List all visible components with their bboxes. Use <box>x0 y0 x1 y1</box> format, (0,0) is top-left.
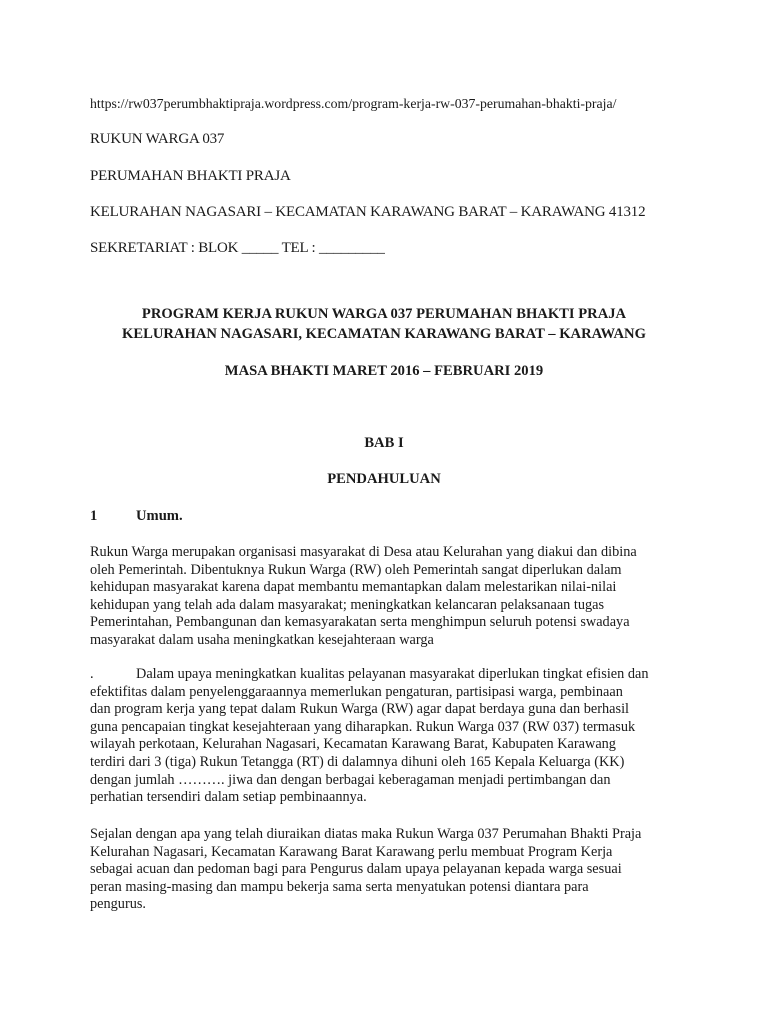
paragraph-line: masyarakat dalam usaha meningkatkan kesejahteraan warga <box>90 631 434 648</box>
paragraph-line: Sejalan dengan apa yang telah diuraikan diatas maka Rukun Warga 037 Perumahan Bhakti Praja <box>90 826 642 842</box>
housing-name: PERUMAHAN BHAKTI PRAJA <box>90 168 291 184</box>
secretariat-line: SEKRETARIAT : BLOK _____ TEL : _________ <box>90 240 385 256</box>
paragraph-line: perhatian tersendiri dalam setiap pembinaannya. <box>90 789 367 806</box>
title-line-1: PROGRAM KERJA RUKUN WARGA 037 PERUMAHAN BHAKTI PRAJA <box>141 306 627 322</box>
paragraph-1 <box>90 544 680 650</box>
paragraph-line: guna pencapaian tingkat kesejahteraan yang diharapkan. Rukun Warga 037 (RW 037) termasuk <box>90 718 636 735</box>
paragraph-line: dengan jumlah ………. jiwa dan dengan berbagai keberagaman menjadi pertimbangan dan <box>90 771 611 788</box>
paragraph-line: wilayah perkotaan, Kelurahan Nagasari, Kecamatan Karawang Barat, Kabupaten Karawang <box>90 736 616 753</box>
paragraph-line: oleh Pemerintah. Dibentuknya Rukun Warga (RW) oleh Pemerintah sangat diperlukan dalam <box>90 561 622 578</box>
org-name: RUKUN WARGA 037 <box>90 131 225 147</box>
chapter-title: PENDAHULUAN <box>327 471 441 487</box>
source-url[interactable]: https://rw037perumbhaktipraja.wordpress.com/program-kerja-rw-037-perumahan-bhakti-praja/ <box>90 96 617 111</box>
paragraph-line: pengurus. <box>90 896 146 913</box>
paragraph-line: Kelurahan Nagasari, Kecamatan Karawang Barat Karawang perlu membuat Program Kerja <box>90 843 613 860</box>
paragraph-line: kehidupan masyarakat karena dapat membantu memantapkan dalam melestarikan nilai-nilai <box>90 579 617 596</box>
paragraph-lead-mark: . <box>90 666 94 682</box>
title-line-2: KELURAHAN NAGASARI, KECAMATAN KARAWANG BARAT – KARAWANG <box>122 326 646 342</box>
paragraph-line: Dalam upaya meningkatkan kualitas pelayanan masyarakat diperlukan tingkat efisien dan <box>136 666 649 682</box>
paragraph-first-line <box>90 666 680 684</box>
period-line: MASA BHAKTI MARET 2016 – FEBRUARI 2019 <box>224 363 544 379</box>
paragraph-line: peran masing-masing dan mampu bekerja sama serta menyatukan potensi diantara para <box>90 878 589 895</box>
section-title: Umum. <box>136 508 183 524</box>
paragraph-line: sebagai acuan dan pedoman bagi para Pengurus dalam upaya pelayanan kepada warga sesuai <box>90 861 622 878</box>
paragraph-line: terdiri dari 3 (tiga) Rukun Tetangga (RT) di dalamnya dihuni oleh 165 Kepala Keluarga (KK) <box>90 753 625 770</box>
paragraph-line: kehidupan yang telah ada dalam masyarakat; meningkatkan kelancaran pelaksanaan tugas <box>90 596 605 613</box>
paragraph-line: Rukun Warga merupakan organisasi masyarakat di Desa atau Kelurahan yang diakui dan dibina <box>90 544 637 560</box>
paragraph-3 <box>90 826 680 914</box>
paragraph-line: dan program kerja yang tepat dalam Rukun Warga (RW) agar dapat berdaya guna dan berhasil <box>90 701 630 718</box>
paragraph-2 <box>90 666 680 807</box>
chapter-number: BAB I <box>364 435 404 451</box>
section-number: 1 <box>90 508 98 524</box>
paragraph-line: Pemerintahan, Pembangunan dan kemasyarakatan serta menghimpun seluruh potensi swadaya <box>90 614 630 631</box>
org-address: KELURAHAN NAGASARI – KECAMATAN KARAWANG BARAT – KARAWANG 41312 <box>90 204 646 220</box>
paragraph-line: efektifitas dalam penyelenggaraannya memerlukan pengaturan, partisipasi warga, pembinaan <box>90 683 623 700</box>
